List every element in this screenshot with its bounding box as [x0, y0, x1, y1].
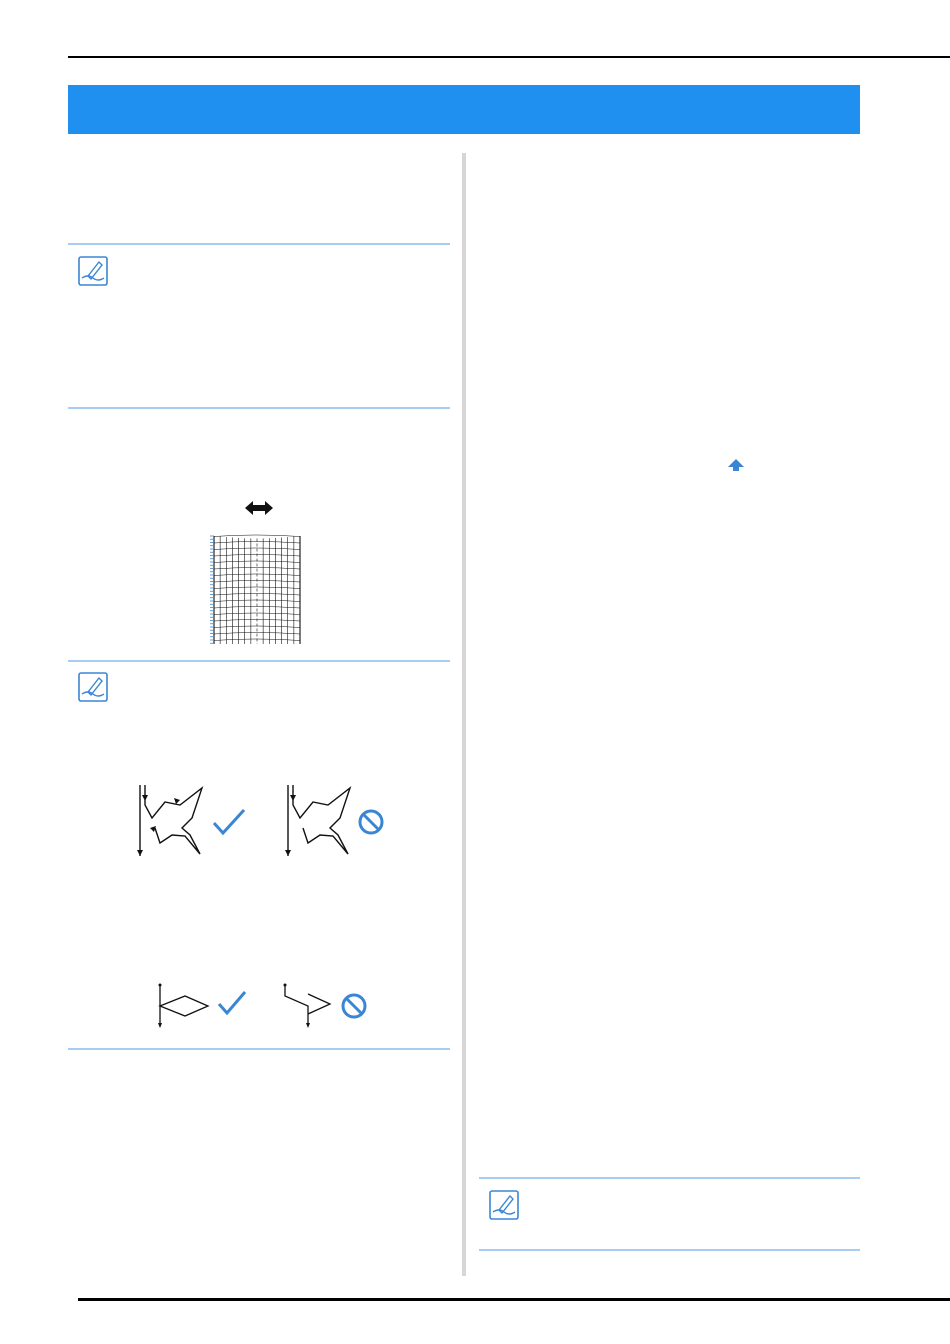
- note-bottom-line: [68, 1048, 450, 1050]
- bottom-rule: [78, 1298, 950, 1301]
- prohibited-icon: [357, 808, 385, 836]
- stitch-grid-small: [190, 522, 320, 647]
- correct-stitch-example: [130, 780, 215, 860]
- pattern-spacing-examples: [570, 505, 780, 650]
- stitch-grid-numbered: [590, 1010, 740, 1160]
- checkmark-icon: [217, 990, 247, 1016]
- stitch-grid-repeat: [600, 260, 750, 475]
- prohibited-icon: [340, 992, 368, 1020]
- double-arrow-icon: [244, 500, 274, 516]
- top-rule: [68, 56, 950, 58]
- column-divider: [462, 153, 466, 1276]
- grid-hline: [214, 626, 300, 628]
- pencil-note-icon: [489, 1190, 519, 1220]
- pencil-note-icon: [78, 256, 108, 286]
- grid-hline: [214, 542, 300, 544]
- up-arrow-icon: [727, 458, 745, 472]
- pencil-note-icon: [78, 672, 108, 702]
- incorrect-flag-example: [280, 982, 335, 1030]
- stitch-grid-outline: [598, 768, 748, 913]
- grid-hline: [214, 535, 300, 537]
- grid-hline: [214, 561, 300, 563]
- incorrect-stitch-example: [278, 780, 358, 860]
- note-bottom-line: [68, 407, 450, 409]
- note-top-line: [68, 243, 450, 245]
- note-bottom-line: [479, 1249, 860, 1251]
- note-top-line: [68, 660, 450, 662]
- grid-hline: [214, 607, 300, 609]
- grid-hline: [214, 587, 300, 589]
- grid-lines: [210, 535, 300, 644]
- correct-diamond-example: [150, 982, 210, 1030]
- note-top-line: [479, 1177, 860, 1179]
- checkmark-icon: [212, 808, 246, 836]
- section-header-bar: [68, 85, 860, 134]
